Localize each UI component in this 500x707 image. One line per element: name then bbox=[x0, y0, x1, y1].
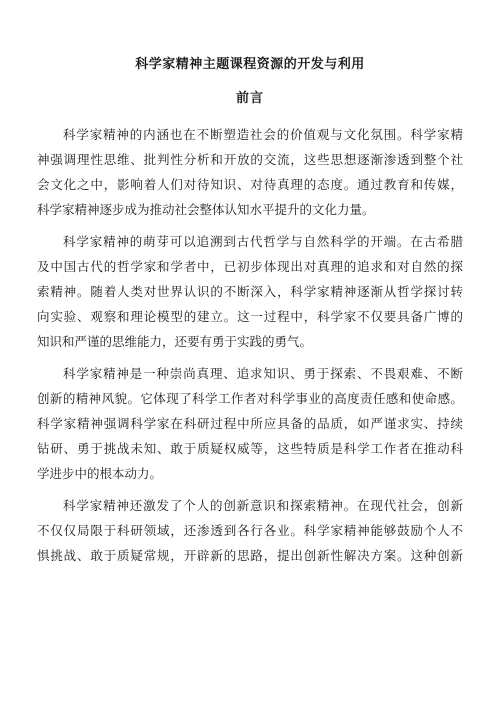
paragraph-line: 科学家精神逐步成为推动社会整体认知水平提升的文化力量。 bbox=[37, 202, 375, 217]
paragraph-line: 向实验、观察和理论模型的建立。这一过程中，科学家不仅要具备广博的 bbox=[37, 309, 463, 324]
paragraph-line: 创新的精神风貌。它体现了科学工作者对科学事业的高度责任感和使命感。 bbox=[37, 391, 463, 406]
paragraph-line: 科学家精神是一种崇尚真理、追求知识、勇于探索、不畏艰难、不断 bbox=[63, 366, 463, 381]
paragraph-line: 及中国古代的哲学家和学者中，已初步体现出对真理的追求和对自然的探 bbox=[37, 259, 463, 274]
paragraph-line: 索精神。随着人类对世界认识的不断深入，科学家精神逐渐从哲学探讨转 bbox=[37, 284, 463, 299]
paragraph-line: 惧挑战、敢于质疑常规，开辟新的思路，提出创新性解决方案。这种创新 bbox=[37, 548, 463, 563]
section-heading-preface: 前言 bbox=[235, 91, 264, 106]
paragraph-line: 会文化之中，影响着人们对待知识、对待真理的态度。通过教育和传媒， bbox=[37, 177, 463, 192]
paragraph-line: 知识和严谨的思维能力，还要有勇于实践的勇气。 bbox=[37, 334, 313, 349]
paragraph bbox=[37, 122, 463, 222]
document-title: 科学家精神主题课程资源的开发与利用 bbox=[135, 57, 365, 72]
paragraph-line: 神强调理性思维、批判性分析和开放的交流，这些思想逐渐渗透到整个社 bbox=[37, 152, 463, 167]
paragraph-line: 科学家精神强调科学家在科研过程中所应具备的品质，如严谨求实、持续 bbox=[37, 416, 463, 431]
paragraph bbox=[37, 493, 463, 568]
paragraph-line: 科学家精神的萌芽可以追溯到古代哲学与自然科学的开端。在古希腊 bbox=[63, 234, 463, 249]
paragraph-line: 科学家精神还激发了个人的创新意识和探索精神。在现代社会，创新 bbox=[63, 498, 463, 513]
paragraph bbox=[37, 229, 463, 354]
paragraph-line: 科学家精神的内涵也在不断塑造社会的价值观与文化氛围。科学家精 bbox=[63, 127, 463, 142]
document-body bbox=[37, 122, 463, 575]
paragraph-line: 学进步中的根本动力。 bbox=[37, 466, 163, 481]
paragraph bbox=[37, 361, 463, 486]
paragraph-line: 钻研、勇于挑战未知、敢于质疑权威等，这些特质是科学工作者在推动科 bbox=[37, 441, 463, 456]
paragraph-line: 不仅仅局限于科研领域，还渗透到各行各业。科学家精神能够鼓励个人不 bbox=[37, 523, 463, 538]
